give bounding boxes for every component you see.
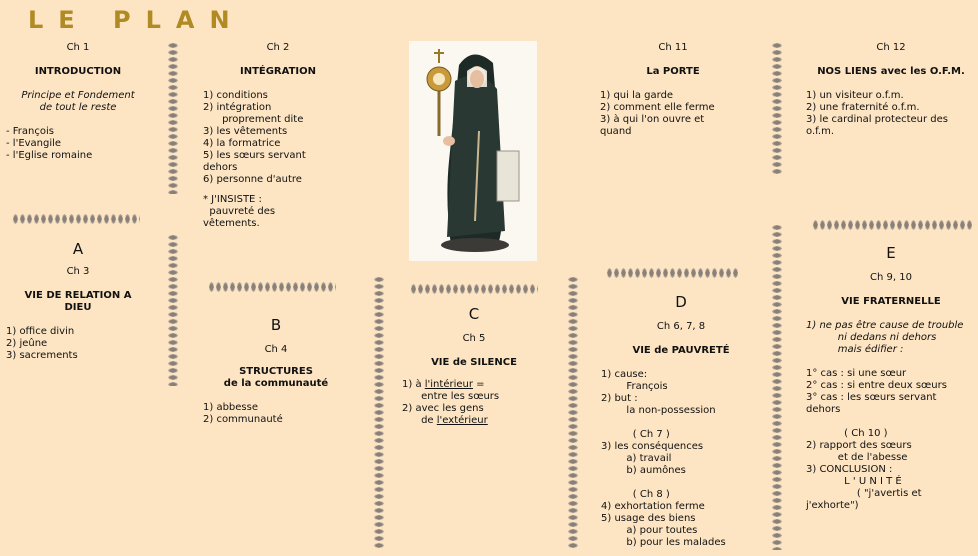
chapter-heading: La PORTE: [646, 66, 700, 77]
text-line: 3) les vêtements: [203, 126, 288, 137]
section-letter: D: [675, 293, 687, 311]
text-line: ( Ch 8 ): [601, 489, 670, 500]
section-letter: B: [270, 316, 282, 334]
text-line: 2) rapport des sœurs: [806, 440, 912, 451]
chapter-number: Ch 1: [66, 42, 90, 53]
section-heading: VIE de SILENCE: [431, 357, 517, 368]
chapter-heading: NOS LIENS avec les O.F.M.: [817, 66, 965, 77]
text-line: j'exhorte"): [806, 500, 859, 511]
stone-divider: [208, 280, 336, 294]
text-line: 3) CONCLUSION :: [806, 464, 893, 475]
section-heading: VIE DE RELATION A: [24, 290, 132, 301]
stone-divider: [770, 42, 784, 176]
chapter-11-block: [600, 42, 746, 138]
chapter-heading: INTÉGRATION: [239, 66, 317, 77]
italic-line: de tout le reste: [39, 102, 117, 113]
text-line: ( "j'avertis et: [806, 488, 922, 499]
underlined-term: l'intérieur: [424, 379, 473, 390]
text-line: la non-possession: [601, 405, 716, 416]
text-line: [806, 416, 976, 428]
chapter-number: Ch 3: [66, 266, 90, 277]
text-line: a) travail: [601, 453, 672, 464]
text-line: 1) office divin: [6, 326, 75, 337]
text-line: proprement dite: [203, 114, 304, 125]
text-line: 3) sacrements: [6, 350, 78, 361]
text-line: b) aumônes: [601, 465, 686, 476]
text-line: 2) avec les gens: [402, 403, 484, 414]
text-line: 6) personne d'autre: [203, 174, 302, 185]
text-line: - l'Eglise romaine: [6, 150, 93, 161]
italic-line: Principe et Fondement: [21, 90, 135, 101]
chapter-2-block: [203, 42, 353, 230]
italic-line: ni dedans ni dehors: [806, 332, 937, 343]
saint-clare-statue-image: [409, 41, 537, 261]
text-line: 5) les sœurs servant: [203, 150, 306, 161]
text-line: entre les sœurs: [402, 391, 500, 402]
stone-divider: [166, 42, 180, 194]
section-a-block: [6, 240, 150, 362]
text-line: 1° cas : si une sœur: [806, 368, 907, 379]
section-letter: E: [886, 244, 896, 262]
chapter-number: Ch 12: [876, 42, 906, 53]
section-heading: VIE FRATERNELLE: [841, 296, 941, 307]
section-e-block: [806, 244, 976, 512]
text-line: ( Ch 10 ): [806, 428, 888, 439]
section-heading: VIE de PAUVRETÉ: [632, 345, 730, 356]
text-line: 4) exhortation ferme: [601, 501, 705, 512]
text-line: ( Ch 7 ): [601, 429, 670, 440]
text-line: François: [601, 381, 668, 392]
text-line: - François: [6, 126, 54, 137]
note-line: * J'INSISTE :: [203, 194, 262, 205]
section-heading: de la communauté: [223, 378, 329, 389]
text-line: 4) la formatrice: [203, 138, 281, 149]
text-part: 1) à: [402, 379, 425, 390]
stone-divider: [372, 276, 386, 550]
stone-divider: [166, 234, 180, 386]
text-line: b) pour les malades: [601, 537, 726, 548]
section-letter: A: [72, 240, 84, 258]
text-line: quand: [600, 126, 632, 137]
text-line: 1) conditions: [203, 90, 268, 101]
chapter-number: Ch 4: [264, 344, 288, 355]
chapter-number: Ch 6, 7, 8: [656, 321, 706, 332]
note-line: pauvreté des: [203, 206, 276, 217]
chapter-number: Ch 11: [658, 42, 688, 53]
chapter-number: Ch 2: [266, 42, 290, 53]
text-line: 2) but :: [601, 393, 638, 404]
text-line: L ' U N I T É: [806, 476, 902, 487]
text-line: 1) abbesse: [203, 402, 258, 413]
text-line: dehors: [806, 404, 841, 415]
section-heading: DIEU: [64, 302, 92, 313]
text-line: [601, 417, 761, 429]
stone-divider: [812, 218, 972, 232]
text-line: - l'Evangile: [6, 138, 62, 149]
text-line: [402, 415, 546, 427]
text-line: o.f.m.: [806, 126, 835, 137]
chapter-heading: INTRODUCTION: [34, 66, 122, 77]
text-line: 2° cas : si entre deux sœurs: [806, 380, 947, 391]
italic-line: mais édifier :: [806, 344, 904, 355]
text-line: [601, 477, 761, 489]
text-part: =: [472, 379, 485, 390]
text-line: 2) communauté: [203, 414, 283, 425]
text-line: 2) jeûne: [6, 338, 48, 349]
chapter-12-block: [806, 42, 976, 138]
stone-divider: [566, 276, 580, 550]
text-line: dehors: [203, 162, 238, 173]
section-b-block: [203, 316, 349, 426]
section-letter: C: [468, 305, 480, 323]
chapter-number: Ch 5: [462, 333, 486, 344]
text-line: et de l'abesse: [806, 452, 908, 463]
text-line: 1) qui la garde: [600, 90, 674, 101]
chapter-number: Ch 9, 10: [870, 272, 912, 283]
stone-divider: [770, 224, 784, 550]
stone-divider: [12, 212, 140, 226]
section-d-block: [601, 293, 761, 549]
text-part: de: [402, 415, 437, 426]
note-line: vêtements.: [203, 218, 260, 229]
text-line: 1) cause:: [601, 369, 648, 380]
text-line: 3° cas : les sœurs servant: [806, 392, 937, 403]
italic-line: 1) ne pas être cause de trouble: [806, 320, 964, 331]
text-line: a) pour toutes: [601, 525, 698, 536]
text-line: 3) à qui l'on ouvre et: [600, 114, 705, 125]
text-line: 2) une fraternité o.f.m.: [806, 102, 920, 113]
text-line: [402, 379, 546, 391]
text-line: 1) un visiteur o.f.m.: [806, 90, 904, 101]
text-line: 3) le cardinal protecteur des: [806, 114, 949, 125]
section-heading: STRUCTURES: [239, 366, 313, 377]
text-line: 2) intégration: [203, 102, 272, 113]
text-line: 3) les conséquences: [601, 441, 704, 452]
section-c-block: [402, 305, 546, 427]
page-title: LE PLAN: [28, 6, 245, 34]
text-line: 2) comment elle ferme: [600, 102, 715, 113]
chapter-1-block: [6, 42, 150, 162]
stone-divider: [606, 266, 738, 280]
underlined-term: l'extérieur: [436, 415, 488, 426]
stone-divider: [410, 282, 538, 296]
text-line: 5) usage des biens: [601, 513, 696, 524]
